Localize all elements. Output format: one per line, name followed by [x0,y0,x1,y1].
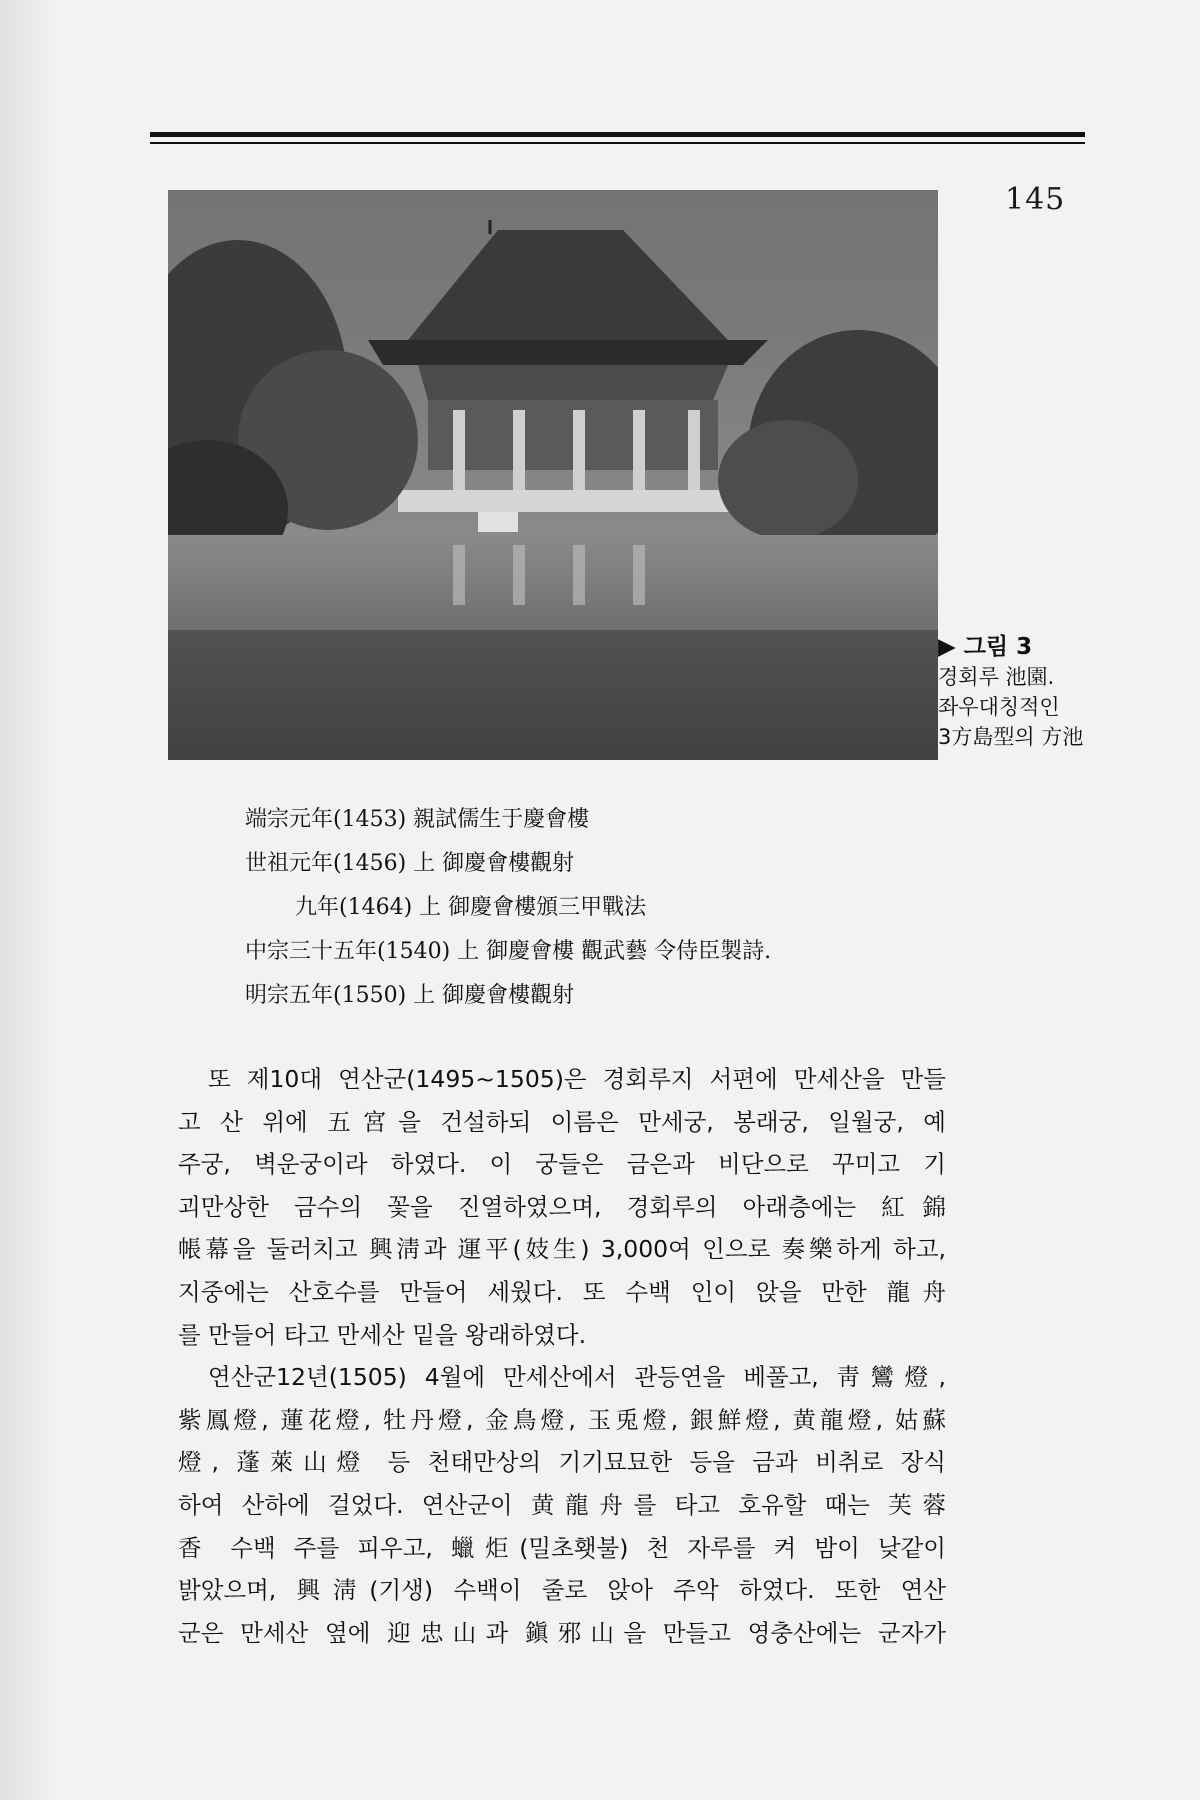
text-line: 지중에는 산호수를 만들어 세웠다. 또 수백 인이 앉을 만한 龍舟 [178,1277,946,1306]
pavilion-photo [168,190,938,760]
text-line: 燈, 蓬萊山燈 등 천태만상의 기기묘묘한 등을 금과 비취로 장식 [178,1448,946,1477]
chronicle-entry: 世祖元年(1456) 上 御慶會樓觀射 [245,851,575,876]
figure-caption [938,632,1138,752]
text-line: 帳幕을 둘러치고 興淸과 運平(妓生) 3,000여 인으로 奏樂하게 하고, [178,1235,946,1264]
chronicle-entry: 端宗元年(1453) 親試儒生于慶會樓 [245,807,590,832]
caption-line: 경회루 池園. [938,665,1055,689]
text-line: 군은 만세산 옆에 迎忠山과 鎭邪山을 만들고 영충산에는 군자가 [178,1618,946,1647]
chronicle-list [245,798,1045,1018]
text-line: 紫鳳燈, 蓮花燈, 牡丹燈, 金鳥燈, 玉兎燈, 銀鮮燈, 黄龍燈, 姑蘇 [178,1405,946,1434]
text-line: 를 만들어 타고 만세산 밑을 왕래하였다. [178,1320,587,1349]
body-text [178,1058,946,1654]
text-line: 밝았으며, 興淸(기생) 수백이 줄로 앉아 주악 하였다. 또한 연산 [178,1576,946,1605]
chronicle-entry: 明宗五年(1550) 上 御慶會樓觀射 [245,983,575,1008]
text-line: 괴만상한 금수의 꽃을 진열하였으며, 경회루의 아래층에는 紅錦 [178,1192,946,1221]
paragraph-2 [178,1356,946,1654]
text-line: 주궁, 벽운궁이라 하였다. 이 궁들은 금은과 비단으로 꾸미고 기 [178,1150,946,1179]
figure-label: ▶ 그림 3 [938,634,1033,660]
chronicle-entry: 中宗三十五年(1540) 上 御慶會樓 觀武藝 令侍臣製詩. [245,939,772,964]
text-line: 고 산 위에 五宮을 건설하되 이름은 만세궁, 봉래궁, 일월궁, 예 [178,1107,946,1136]
page-number: 145 [1005,182,1066,217]
caption-line: 좌우대칭적인 [938,695,1060,719]
scan-edge-shade [0,0,60,1800]
text-line: 또 제10대 연산군(1495~1505)은 경회루지 서편에 만세산을 만들 [208,1065,946,1093]
text-line: 하여 산하에 걸었다. 연산군이 黄龍舟를 타고 호유할 때는 芙蓉 [178,1490,946,1519]
header-rule-thin [150,142,1085,144]
text-line: 연산군12년(1505) 4월에 만세산에서 관등연을 베풀고, 靑鸞燈, [208,1363,946,1392]
paragraph-1 [178,1058,946,1356]
chronicle-entry: 九年(1464) 上 御慶會樓頒三甲戰法 [295,895,647,920]
text-line: 香 수백 주를 피우고, 蠟炬(밀초횃불) 천 자루를 켜 밤이 낮같이 [178,1533,946,1562]
caption-line: 3方島型의 方池 [938,725,1084,749]
header-rule-thick [150,132,1085,137]
